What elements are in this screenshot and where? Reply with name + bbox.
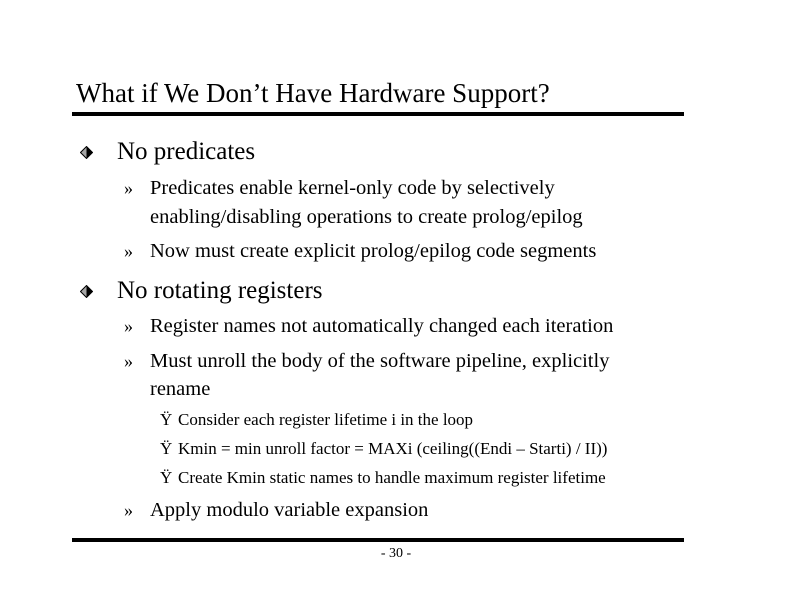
sub-bullet-marker: »: [124, 316, 133, 336]
sub-bullet-marker: »: [124, 500, 133, 520]
sub-sub-bullet-marker: Ÿ: [160, 410, 173, 429]
slide-title: What if We Don’t Have Hardware Support?: [76, 78, 550, 108]
sub-bullet-must-unroll-cont: rename: [150, 378, 211, 400]
page-number: - 30 -: [380, 546, 412, 561]
sub-sub-bullet-marker: Ÿ: [160, 439, 173, 458]
sub-bullet-must-unroll: Must unroll the body of the software pipeline, explicitly: [150, 350, 610, 372]
sub-bullet-marker: »: [124, 178, 133, 198]
sub-sub-bullet-create-kmin: Create Kmin static names to handle maximum register lifetime: [178, 468, 606, 487]
sub-sub-bullet-kmin: Kmin = min unroll factor = MAXi (ceiling((Endi – Starti) / II)): [178, 439, 608, 458]
sub-bullet-predicates-enable-cont: enabling/disabling operations to create prolog/epilog: [150, 206, 583, 228]
bullet-no-rotating-registers: No rotating registers: [117, 277, 323, 304]
sub-bullet-modulo-expansion: Apply modulo variable expansion: [150, 499, 429, 521]
sub-bullet-predicates-enable: Predicates enable kernel-only code by selectively: [150, 177, 555, 199]
bullet-no-predicates: No predicates: [117, 138, 256, 165]
diamond-bullet-icon: [80, 146, 93, 159]
sub-bullet-marker: »: [124, 351, 133, 371]
sub-bullet-marker: »: [124, 241, 133, 261]
sub-sub-bullet-marker: Ÿ: [160, 468, 173, 487]
sub-bullet-register-names: Register names not automatically changed each iteration: [150, 315, 614, 337]
footer-divider: [72, 538, 684, 542]
title-divider: [72, 112, 684, 116]
sub-bullet-explicit-prolog: Now must create explicit prolog/epilog code segments: [150, 240, 597, 262]
sub-sub-bullet-consider-lifetime: Consider each register lifetime i in the loop: [178, 410, 474, 429]
diamond-bullet-icon: [80, 285, 93, 298]
